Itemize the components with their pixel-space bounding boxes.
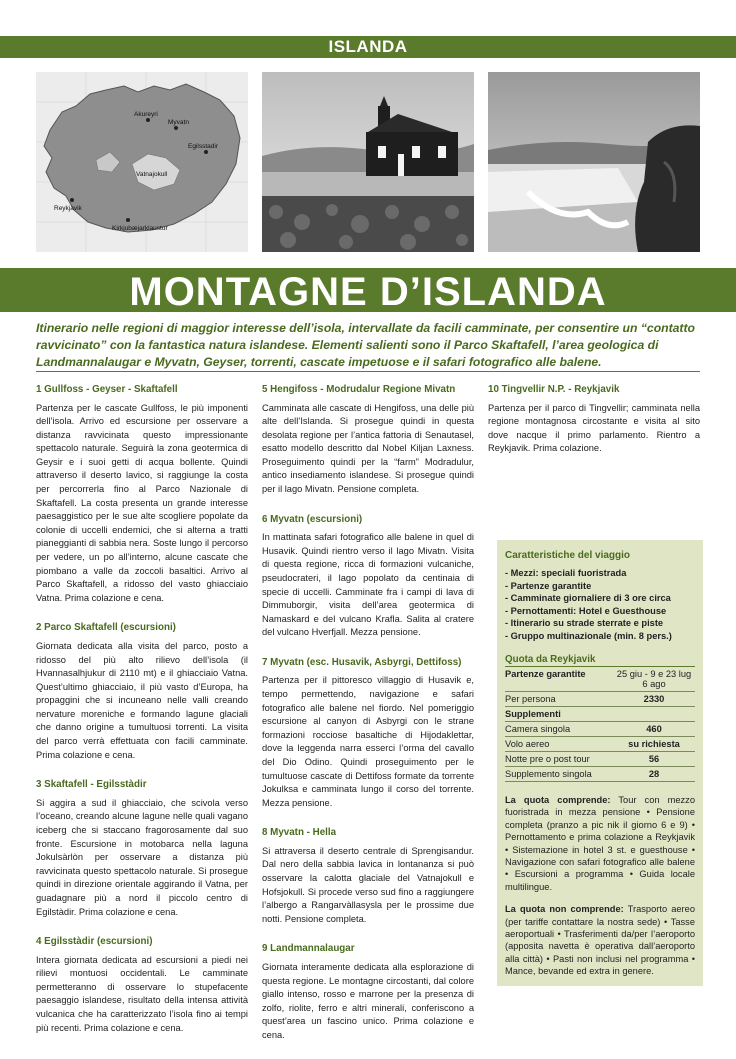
day-5 (262, 384, 474, 497)
day-text: In mattinata safari fotografico alle balene in quel di Husavik. Quindi rientro verso il lago Mivatn. Visita di questa regione, ricca di formazioni vulcaniche, pseudocrateri, il lago popolato da centinaia di specie di uccelli. Camminate fra i campi di lava di Dimmuborgir, visita dell’area geotermica di Namaskard e del vulcano Krafla. Salita al cratere del vulcano Hverfjall. Mezza pensione. (262, 532, 474, 638)
day-title: 3 Skaftafell - Egilsstàdir (36, 779, 147, 791)
day-6 (262, 514, 474, 640)
per-person-value: 2330 (613, 692, 695, 707)
day-text: Partenza per il parco di Tingvellir; camminata nella regione montagnosa circostante e visita al sito dove nacque il primo parlamento. Rientro a Reykjavik. Prima colazione. (488, 402, 700, 454)
feature-item: - Gruppo multinazionale (min. 8 pers.) (505, 630, 672, 641)
map-label-egilsstadir: Egilsstadir (188, 143, 218, 150)
supplement-label: Camera singola (505, 722, 613, 737)
day-title: 9 Landmannalaugar (262, 943, 355, 955)
excludes-body: Trasporto aereo (per tariffe contattare la nostra sede) • Tasse aeroportuali • Trasferimenti da/per l’aeroporto (apposita navetta è operativa dall’aeroporto alla città) • Pasti non inclusi nel programma • Mance, bevande ed extra in genere. (505, 904, 695, 977)
day-title: 1 Gullfoss - Geyser - Skaftafell (36, 384, 178, 395)
excludes-text (505, 903, 695, 977)
includes-text (505, 794, 695, 893)
map-label-akureyri: Akureyri (134, 111, 158, 118)
day-title: 2 Parco Skaftafell (escursioni) (36, 622, 176, 634)
price-row (505, 667, 695, 692)
divider (36, 371, 700, 372)
column-3 (488, 384, 700, 473)
day-text: Si attraversa il deserto centrale di Sprengisandur. Dal nero della sabbia lavica in lontananza si può osservare la calotta glaciale del Vatnajokull e Hofsjokull. Si procede verso sud fino a raggiungere l’albergo a Rangarvàllasysla per le prossime due notti. Pensione completa. (262, 845, 474, 924)
column-2 (262, 384, 474, 1059)
supplements-label: Supplementi (505, 707, 695, 722)
trip-info-box (497, 540, 703, 986)
price-row (505, 752, 695, 767)
day-8 (262, 827, 474, 926)
day-10 (488, 384, 700, 456)
departures-label: Partenze garantite (505, 667, 613, 692)
day-title: 7 Myvatn (esc. Husavik, Asbyrgi, Dettifoss) (262, 656, 462, 668)
column-1 (36, 384, 248, 1052)
day-1 (36, 384, 248, 605)
price-row (505, 722, 695, 737)
quota-title: Quota da Reykjavik (505, 654, 695, 667)
map-label-reykjavik: Reykjavik (54, 205, 82, 212)
day-title: 10 Tingvellir N.P. - Reykjavik (488, 384, 620, 395)
price-table (505, 667, 695, 782)
price-row (505, 737, 695, 752)
day-2 (36, 622, 248, 762)
price-row (505, 692, 695, 707)
price-row (505, 707, 695, 722)
church-photo-graphic (262, 72, 474, 252)
church-photo (262, 72, 474, 252)
iceland-map (36, 72, 248, 252)
includes-label: La quota comprende: (505, 795, 611, 805)
map-label-vatnajokull: Vatnajokull (136, 171, 168, 178)
supplement-value: su richiesta (613, 737, 695, 752)
day-text: Camminata alle cascate di Hengifoss, una delle più alte dell’Islanda. Si prosegue quindi in questa desolata regione per l’antica fattoria di Senautasel, esatto modello descritto dal Nobel Kiljan Laxness. Proseguimento quindi per la “farm” Modradulur, antico insediamento islandese. Si prosegue quindi per il lago Mivatn. Pensione completa. (262, 402, 474, 495)
day-title: 8 Myvatn - Hella (262, 827, 337, 839)
map-label-kirkjubaejarklaustur: Kirkjubæjarklaustur (112, 225, 168, 232)
day-text: Giornata interamente dedicata alla esplorazione di questa regione. Le montagne circostanti, dal colore giallo intenso, rosso e marrone per la presenza di zolfo, riolite, ferro e altri minerali, conferiscono a quest’area un fascino unico. Prima colazione e cena. (262, 961, 474, 1040)
per-person-label: Per persona (505, 692, 613, 707)
day-9 (262, 943, 474, 1042)
feature-item: - Camminate giornaliere di 3 ore circa (505, 593, 671, 603)
supplement-value: 56 (613, 752, 695, 767)
excludes-label: La quota non comprende: (505, 904, 624, 915)
waterfall-photo-graphic (488, 72, 700, 252)
header-band (0, 36, 736, 58)
intro-text: Itinerario nelle regioni di maggior interesse dell’isola, intervallate da facili camminate, per consentire un “contatto ravvicinato” con la fantastica natura islandese. Elementi salienti sono il Parco Skaftafell, l’area geologica di Landmannalaugar e Myvatn, Geyser, torrenti, cascate impetuose e il safari fotografico alle balene. (36, 321, 695, 369)
country-title: ISLANDA (328, 37, 408, 56)
day-7 (262, 657, 474, 810)
supplement-label: Notte pre o post tour (505, 752, 613, 767)
day-title: 4 Egilsstàdir (escursioni) (36, 936, 153, 948)
departures-value: 25 giu - 9 e 23 lug 6 ago (613, 667, 695, 692)
map-label-myvatn: Myvatn (168, 119, 189, 126)
title-band (0, 268, 736, 312)
waterfall-photo (488, 72, 700, 252)
features-list (505, 567, 695, 642)
includes-body: Tour con mezzo fuoristrada in mezza pensione • Pensione completa (pranzo a pic nik il giorno 6 e 9) • Pernottamento e prima colazione a Reykjavik • Sistemazione in hotel 3 st. e guesthouse • Navigazione con safari fotografico alle balene • Escursioni a programma • Guida locale multilingue. (505, 795, 695, 892)
day-text: Intera giornata dedicata ad escursioni a piedi nei rilievi montuosi occidentali. Le camminate permetteranno di osservare lo stupefacente paesaggio islandese, risultato della intensa attività vulcanica che ha caratterizzato l’isola fino ai tempi più recenti. Prima colazione e cena. (36, 954, 248, 1033)
price-row (505, 767, 695, 782)
day-3 (36, 779, 248, 919)
features-title: Caratteristiche del viaggio (505, 550, 631, 561)
iceland-map-graphic (36, 72, 248, 252)
feature-item: - Partenze garantite (505, 580, 592, 591)
day-title: 5 Hengifoss - Modrudalur Regione Mivatn (262, 384, 456, 395)
supplement-value: 460 (613, 722, 695, 737)
day-title: 6 Myvatn (escursioni) (262, 513, 363, 525)
feature-item: - Mezzi: speciali fuoristrada (505, 568, 627, 578)
day-text: Si aggira a sud il ghiacciaio, che scivola verso l’oceano, creando alcune lagune nelle quali vagano iceberg che si staccano fragorosamente dal suo fronte. Escursione in motobarca nella laguna Jokulsàrlòn per osservare a distanza più ravvicinata questo spettacolo naturale. Si prosegue quindi in direzione orientale aggirando il Vatna, per guadagnare più a nord il piccolo centro di Egilstàdir. Prima colazione e cena. (36, 797, 248, 917)
feature-item: - Pernottamenti: Hotel e Guesthouse (505, 605, 667, 616)
day-text: Giornata dedicata alla visita del parco, posto a ridosso del più alto rilievo dell’isola (il Hvannasalhjukur di 2110 mt) e il ghiacciaio Vatna. Quest’ultimo ghiacciaio, il più vasto d’Europa, ha propaggini che si incuneano nelle valli creando nervature moreniche e formando lagune glaciali che danno origine a tumultuosi torrenti. La visita del parco verrà effettuata con facili camminate. Prima colazione e cena. (36, 640, 248, 760)
feature-item: - Itinerario su strade sterrate e piste (505, 618, 664, 628)
supplement-label: Volo aereo (505, 737, 613, 752)
supplement-value: 28 (613, 767, 695, 782)
page-title: MONTAGNE D’ISLANDA (129, 270, 607, 314)
supplement-label: Supplemento singola (505, 767, 613, 782)
day-4 (36, 936, 248, 1035)
day-text: Partenza per il pittoresco villaggio di Husavik e, tempo permettendo, navigazione e safari fotografico alle balene nel fiordo. Nel pomeriggio escursione al canyon di Asbyrgi con le strane formazioni rocciose basaltiche di Hijodaklettar, dove la leggenda narra esserci l’orma del cavallo del Dio Odino. Quindi proseguimento per le tumultuose cascate di Dettifoss formate da torrente Jokulksa e camminata lungo il corso del torrente. Mezza pensione. (262, 675, 474, 808)
day-text: Partenza per le cascate Gullfoss, le più imponenti dell’isola. Arrivo ed escursione per osservare a distanza ravvicinata questo impressionante spettacolo naturale. Seguirà la zona geotermica di Geysir e i suoi getti di acqua bollente. Quindi attraverso il deserto lavico, si raggiunge la costa per percorrerla fino al Parco Nazionale di Skaftafell. La costa presenta un grande interesse paesaggistico per le sue alte scogliere popolate da colonie di uccelli endemici, che si alterna a tratti pianeggianti di sabbia nera. Soste lungo il percorso per vedere, un po all’interno, alcune cascate che piombano a valle da zoccoli basaltici. Arrivo al Parco Skaftafell, a ridosso del vasto ghiacciaio Vatna. Prima colazione e cena. (36, 402, 248, 603)
